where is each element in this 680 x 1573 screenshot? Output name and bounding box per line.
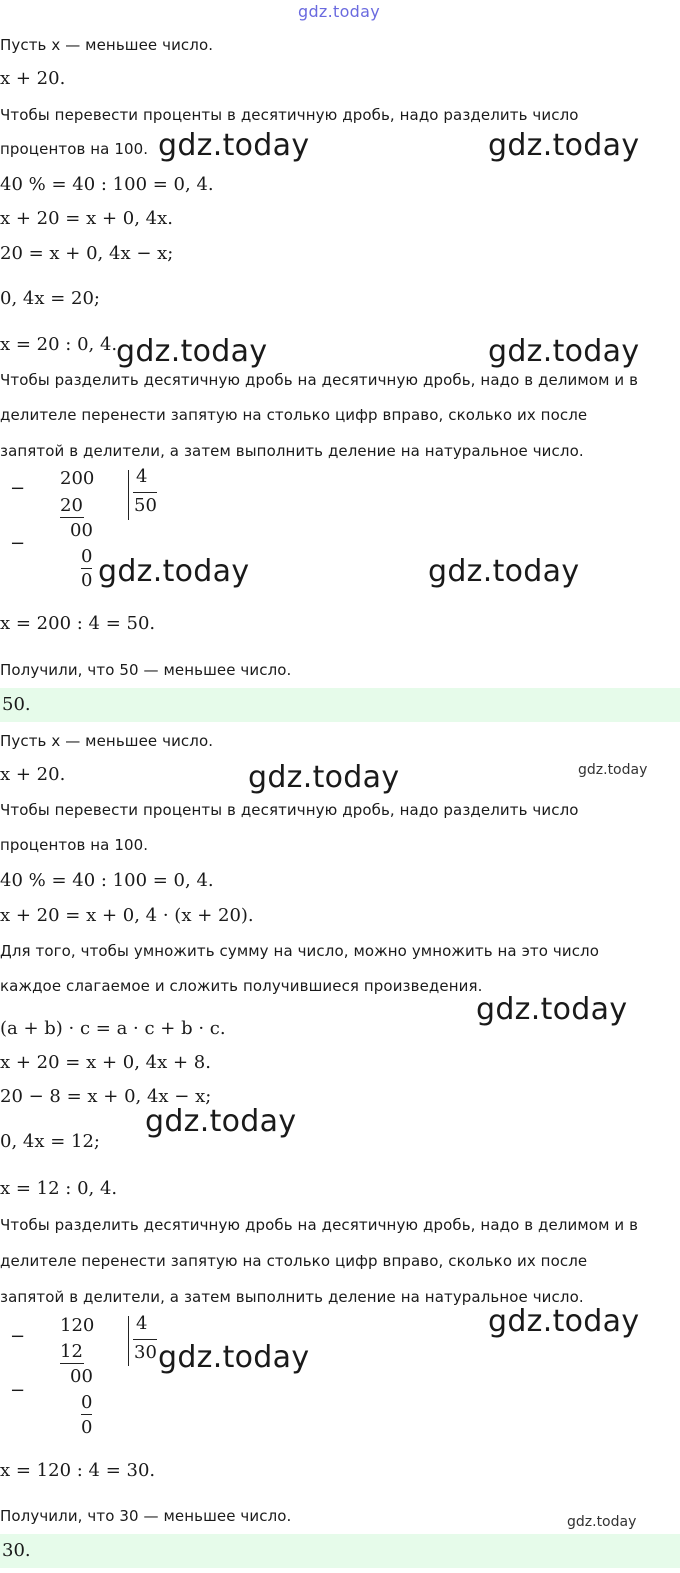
- formula-line: 0, 4x = 12;: [0, 1131, 100, 1152]
- formula-line: x + 20 = x + 0, 4 · (x + 20).: [0, 905, 254, 926]
- minus-sign: −: [10, 478, 26, 499]
- divisor-line: [133, 492, 157, 493]
- underline: [60, 1363, 84, 1364]
- subtrahend: 20: [60, 495, 83, 516]
- text-line: Для того, чтобы умножить сумму на число, можно умножить на это число: [0, 942, 600, 960]
- text-line: делителе перенести запятую на столько цифр вправо, сколько их после: [0, 406, 588, 424]
- minus-sign: −: [10, 1380, 26, 1401]
- subtrahend: 12: [60, 1341, 83, 1362]
- formula-line: 20 − 8 = x + 0, 4x − x;: [0, 1086, 212, 1107]
- minus-sign: −: [10, 1326, 26, 1347]
- dividend: 200: [60, 468, 95, 489]
- subtrahend: 0: [81, 1392, 93, 1413]
- formula-line: x = 20 : 0, 4.: [0, 334, 118, 355]
- watermark: gdz.today: [428, 554, 580, 589]
- answer-value: 50.: [2, 694, 31, 715]
- formula-line: x = 200 : 4 = 50.: [0, 613, 156, 634]
- formula-line: x + 20.: [0, 764, 66, 785]
- text-line: Чтобы разделить десятичную дробь на десятичную дробь, надо в делимом и в: [0, 371, 639, 389]
- answer-box: [0, 688, 680, 722]
- text-line: делителе перенести запятую на столько цифр вправо, сколько их после: [0, 1252, 588, 1270]
- formula-line: (a + b) · c = a · c + b · c.: [0, 1018, 226, 1039]
- watermark: gdz.today: [145, 1104, 297, 1139]
- underline: [81, 1414, 92, 1415]
- watermark: gdz.today: [488, 128, 640, 163]
- watermark-top: gdz.today: [298, 2, 380, 21]
- formula-line: x = 12 : 0, 4.: [0, 1178, 118, 1199]
- watermark: gdz.today: [158, 1340, 310, 1375]
- underline: [81, 568, 92, 569]
- formula-line: x = 120 : 4 = 30.: [0, 1460, 156, 1481]
- watermark: gdz.today: [158, 128, 310, 163]
- text-line: Получили, что 50 — меньшее число.: [0, 661, 292, 679]
- formula-line: x + 20.: [0, 68, 66, 89]
- division-bar: [128, 470, 129, 520]
- remainder: 00: [70, 520, 93, 541]
- quotient: 50: [134, 495, 157, 516]
- watermark: gdz.today: [488, 1304, 640, 1339]
- watermark: gdz.today: [98, 554, 250, 589]
- formula-line: x + 20 = x + 0, 4x + 8.: [0, 1052, 211, 1073]
- text-line: процентов на 100.: [0, 140, 149, 158]
- text-line: каждое слагаемое и сложить получившиеся произведения.: [0, 977, 483, 995]
- minus-sign: −: [10, 533, 26, 554]
- remainder: 00: [70, 1366, 93, 1387]
- watermark: gdz.today: [488, 334, 640, 369]
- answer-box: [0, 1534, 680, 1568]
- watermark: gdz.today: [248, 760, 400, 795]
- divisor: 4: [136, 1313, 148, 1334]
- text-line: Чтобы разделить десятичную дробь на десятичную дробь, надо в делимом и в: [0, 1216, 639, 1234]
- formula-line: 40 % = 40 : 100 = 0, 4.: [0, 870, 214, 891]
- division-bar: [128, 1316, 129, 1366]
- subtrahend: 0: [81, 546, 93, 567]
- formula-line: 0, 4x = 20;: [0, 288, 100, 309]
- formula-line: x + 20 = x + 0, 4x.: [0, 208, 174, 229]
- formula-line: 40 % = 40 : 100 = 0, 4.: [0, 174, 214, 195]
- text-line: Пусть x — меньшее число.: [0, 36, 214, 54]
- dividend: 120: [60, 1315, 95, 1336]
- underline: [60, 517, 84, 518]
- text-line: процентов на 100.: [0, 836, 149, 854]
- remainder: 0: [81, 570, 93, 591]
- remainder: 0: [81, 1417, 93, 1438]
- text-line: Получили, что 30 — меньшее число.: [0, 1507, 292, 1525]
- watermark: gdz.today: [476, 992, 628, 1027]
- watermark-small: gdz.today: [567, 1514, 637, 1530]
- answer-value: 30.: [2, 1540, 31, 1561]
- text-line: запятой в делители, а затем выполнить деление на натуральное число.: [0, 442, 584, 460]
- divisor: 4: [136, 466, 148, 487]
- watermark-small: gdz.today: [578, 762, 648, 778]
- formula-line: 20 = x + 0, 4x − x;: [0, 243, 174, 264]
- text-line: Пусть x — меньшее число.: [0, 732, 214, 750]
- divisor-line: [133, 1339, 157, 1340]
- text-line: Чтобы перевести проценты в десятичную дробь, надо разделить число: [0, 106, 579, 124]
- text-line: запятой в делители, а затем выполнить деление на натуральное число.: [0, 1288, 584, 1306]
- watermark: gdz.today: [116, 334, 268, 369]
- text-line: Чтобы перевести проценты в десятичную дробь, надо разделить число: [0, 801, 579, 819]
- quotient: 30: [134, 1342, 157, 1363]
